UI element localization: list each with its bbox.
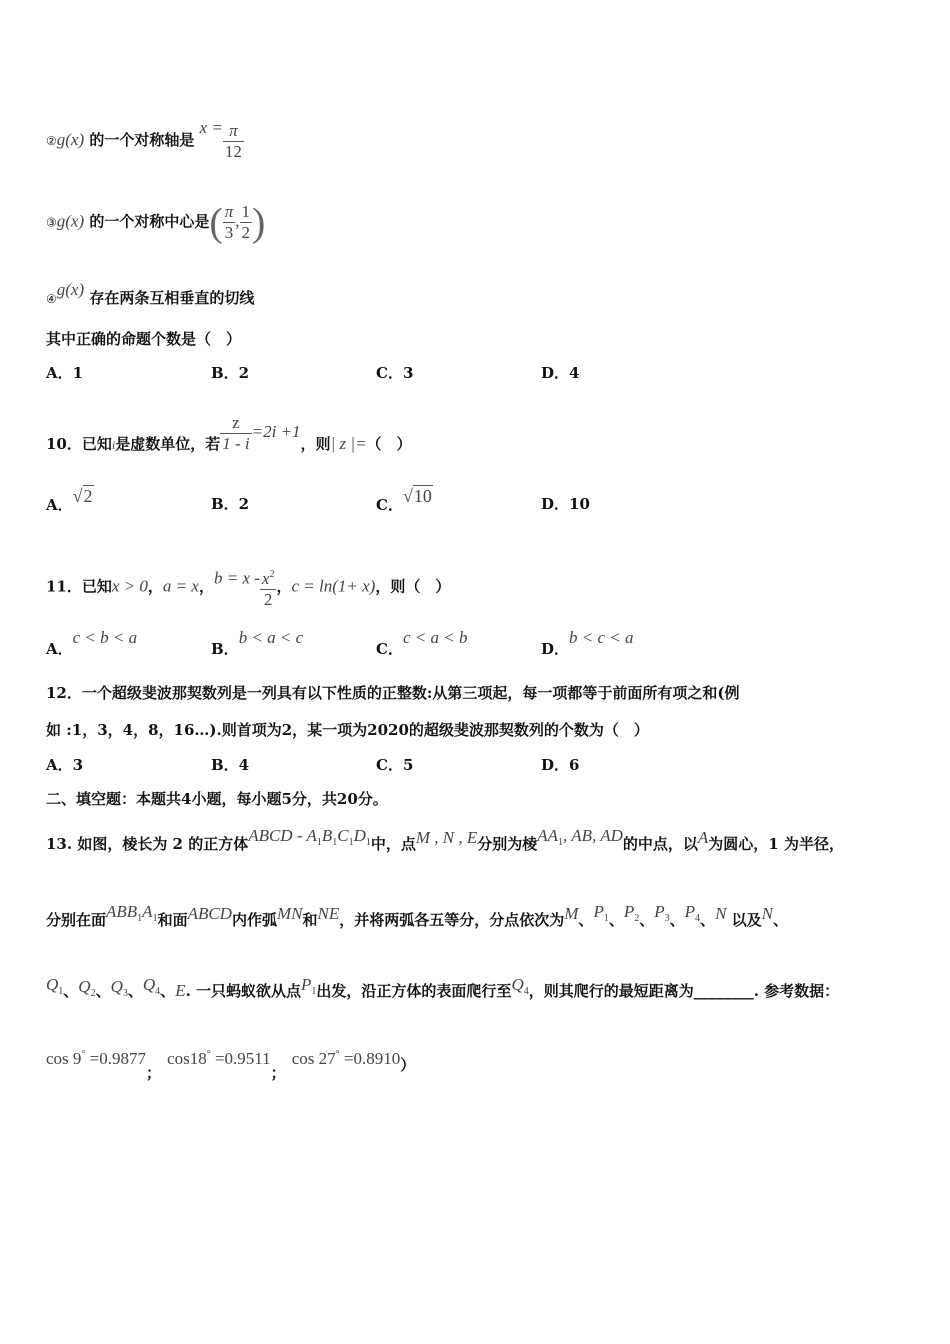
math-fraction: $\frac{\pi}{12}$ (224, 120, 242, 161)
option-c[interactable]: C．√10 (376, 486, 432, 514)
item-number: ③ (46, 215, 57, 230)
math-i: i (111, 438, 116, 452)
question-prefix: 11．已知 (46, 577, 112, 596)
math-fraction: $\frac{z}{1 - i}$ (222, 412, 250, 453)
statement-text: 的一个对称轴是 (89, 131, 195, 149)
option-d[interactable]: D．6 (541, 756, 580, 774)
statement-text: 存在两条互相垂直的切线 (89, 289, 255, 307)
item-number: ② (46, 134, 57, 148)
math-rhs: =2i +1 (251, 422, 301, 441)
math-cond: x > 0 (111, 576, 148, 596)
option-d[interactable]: D．b < c < a (541, 628, 634, 658)
math-fraction: $\frac{x^2}{2}$ (260, 565, 277, 610)
section-title: 二、填空题：本题共4小题，每小题5分，共20分。 (46, 790, 388, 808)
question-13-line2: 分别在面$ABB_1A_1$和面ABCD内作弧MN和NE，并将两弧各五等分，分点依次为M、$P_1$、$P_2$、$P_3$、$P_4$、N 以及N、 (46, 902, 789, 929)
option-b[interactable]: B．2 (211, 495, 250, 513)
option-a[interactable]: A．√2 (46, 486, 93, 514)
question-13-line3: $Q_1$、$Q_2$、$Q_3$、$Q_4$、E. 一只蚂蚁欲从点$P_1$出发，沿正方体的表面爬行至$Q_4$，则其爬行的最短距离为________. 参考数据： (46, 975, 840, 1000)
statement-2 (46, 118, 244, 162)
reference-data: cos 9° =0.9877；cos18° =0.9511；cos 27° =0.8910） (46, 1049, 416, 1082)
option-c[interactable]: C．c < a < b (376, 628, 468, 658)
math-cond: b = x - (213, 568, 260, 588)
option-d[interactable]: D．4 (541, 364, 580, 382)
option-a[interactable]: A．1 (46, 364, 84, 382)
question-11: 11．已知x > 0，a = x，b = x - $\frac{x^2}{2}$ ，c = ln(1+ x)，则（ ） (46, 565, 450, 610)
option-b[interactable]: B．4 (211, 756, 250, 774)
option-a[interactable]: A．3 (46, 756, 84, 774)
option-a[interactable]: A．c < b < a (46, 628, 138, 658)
sqrt-expr: √2 (72, 486, 93, 506)
math-cond: c = ln(1+ x) (291, 576, 376, 596)
answer-blank: （ ） (366, 435, 412, 453)
math-func: g(x) (56, 211, 85, 231)
math-lhs: x = (199, 118, 223, 137)
math-fraction: $\frac{1}{2}$ (241, 202, 250, 242)
option-b[interactable]: B．2 (211, 364, 250, 382)
option-c[interactable]: C．5 (376, 756, 414, 774)
question-13-line1: 13. 如图，棱长为 2 的正方体ABCD - $A_1B_1C_1D_1$中，点M , N , E分别为棱$AA_1$, AB, AD的中点，以A为圆心，1 为半径， (46, 826, 844, 853)
option-c[interactable]: C．3 (376, 364, 414, 382)
math-cond: a = x (162, 576, 199, 596)
statement-text: 的一个对称中心是 (89, 212, 210, 231)
math-func: g(x) (56, 280, 85, 299)
math-abs: | z |= (330, 434, 367, 453)
statement-3: ③g(x) 的一个对称中心是( $\frac{\pi}{3}$ , $\frac{1}{2}$ ) (46, 199, 266, 245)
option-d[interactable]: D．10 (541, 495, 590, 513)
statement-4 (46, 280, 254, 309)
question-12-line2: 如 :1，3，4，8，16…).则首项为2，某一项为2020的超级斐波那契数列的个数为（ ） (46, 721, 649, 739)
sqrt-expr: √10 (402, 486, 432, 506)
question-stem: 其中正确的命题个数是（ ） (46, 330, 242, 348)
question-text: 是虚数单位，若 (115, 435, 221, 453)
math-func: g(x) (56, 130, 85, 149)
question-prefix: 10．已知 (46, 435, 112, 453)
question-12-line1: 12．一个超级斐波那契数列是一列具有以下性质的正整数:从第三项起，每一项都等于前面所有项之和(例 (46, 684, 740, 702)
question-10 (46, 412, 412, 455)
item-number: ④ (46, 292, 57, 306)
question-text: ，则 (300, 435, 331, 453)
option-b[interactable]: B．b < a < c (211, 628, 304, 658)
math-fraction: $\frac{\pi}{3}$ (224, 202, 234, 242)
question-text: ，则（ ） (375, 577, 451, 596)
